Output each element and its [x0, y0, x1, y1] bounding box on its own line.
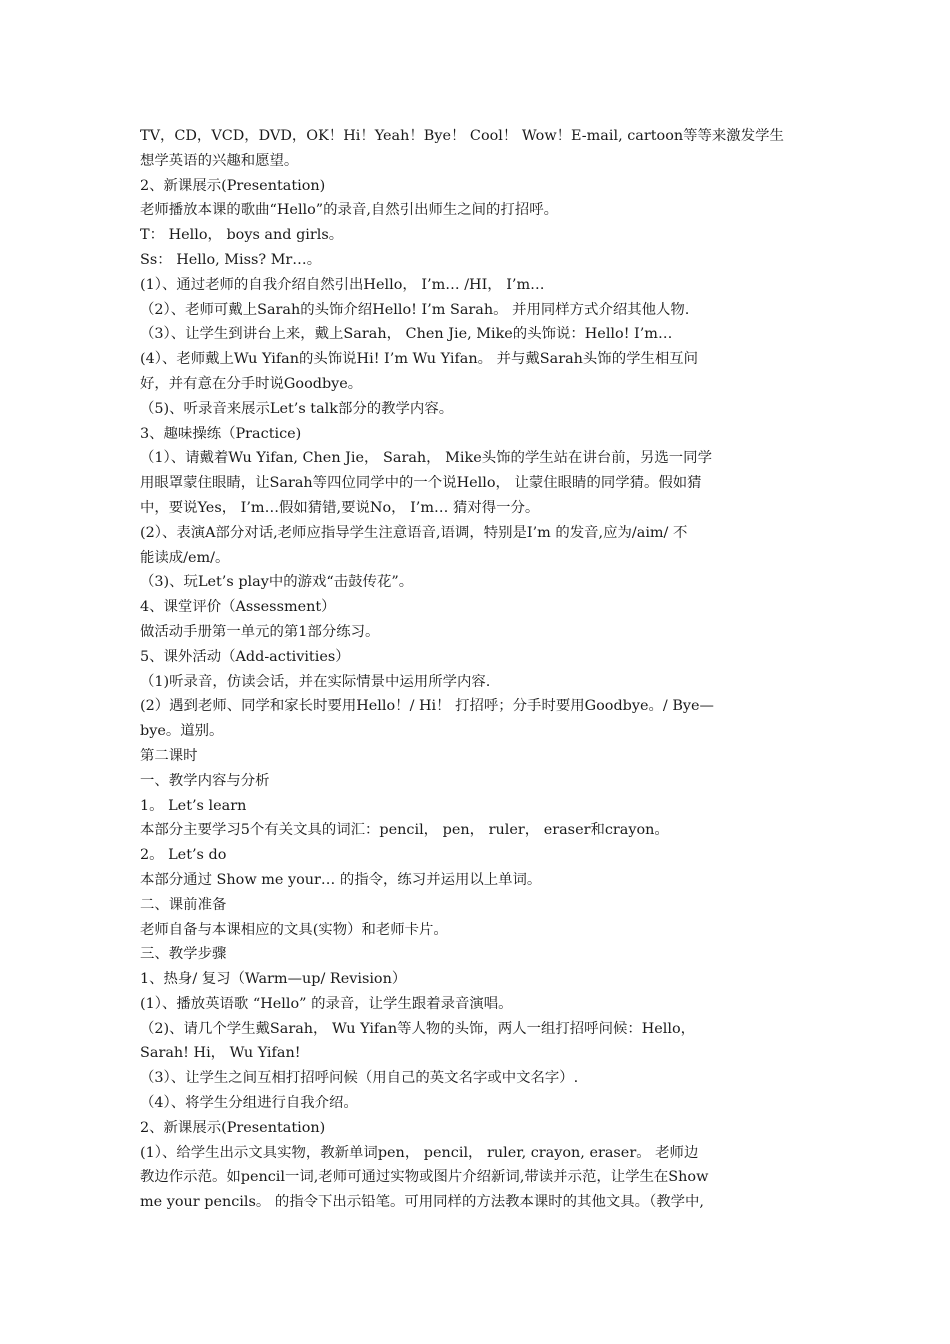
text-line-11: 好，并有意在分手时说Goodbye。: [140, 375, 363, 392]
text-line-23: （1)听录音，仿读会话，并在实际情景中运用所学内容.: [140, 673, 491, 690]
subsection-heading: 2。 Let’s do: [140, 847, 227, 864]
section-heading: 三、教学步骤: [140, 946, 227, 963]
section-heading: 4、课堂评价（Assessment）: [140, 599, 336, 616]
dialogue-line: T： Hello， boys and girls。: [140, 227, 344, 244]
text-line-1: TV，CD，VCD，DVD，OK！Hi！Yeah！Bye！ Cool！ Wow！E-mail, cartoon等等来激发学生: [140, 128, 784, 144]
text-line-29: 本部分主要学习5个有关文具的词汇：pencil， pen， ruler， eraser和crayon。: [140, 822, 669, 839]
text-line-12: （5)、听录音来展示Let’s talk部分的教学内容。: [140, 400, 454, 417]
text-line-40: （4）、将学生分组进行自我介绍。: [140, 1095, 358, 1112]
section-heading: 3、趣味操练（Practice): [140, 425, 302, 442]
document-body: [140, 124, 812, 1215]
subsection-heading: 1。 Let’s learn: [140, 797, 247, 814]
text-line-33: 老师自备与本课相应的文具(实物）和老师卡片。: [140, 921, 448, 938]
text-line-44: me your pencils。 的指令下出示铅笔。可用同样的方法教本课时的其他文具。（教学中,: [140, 1194, 704, 1211]
subsection-heading: 1、热身/ 复习（Warm—up/ Revision）: [140, 971, 407, 988]
text-line-8: （2）、老师可戴上Sarah的头饰介绍Hello! I’m Sarah。 并用同样方式介绍其他人物.: [140, 301, 690, 318]
section-heading: 5、课外活动（Add-activities）: [140, 648, 350, 665]
text-line-39: （3）、让学生之间互相打招呼问候（用自己的英文名字或中文名字）.: [140, 1070, 579, 1087]
text-line-10: (4）、老师戴上Wu Yifan的头饰说Hi! I’m Wu Yifan。 并与戴Sarah头饰的学生相互问: [140, 351, 699, 368]
text-line-14: （1）、请戴着Wu Yifan, Chen Jie， Sarah， Mike头饰的学生站在讲台前，另选一同学: [140, 450, 712, 467]
text-line-9: （3）、让学生到讲台上来，戴上Sarah， Chen Jie, Mike的头饰说：Hello! I’m…: [140, 326, 673, 343]
text-line-25: bye。道别。: [140, 723, 224, 740]
text-line-38: Sarah! Hi， Wu Yifan!: [140, 1045, 301, 1062]
section-heading: 2、新课展示(Presentation): [140, 1119, 326, 1136]
text-line-37: （2)、请几个学生戴Sarah， Wu Yifan等人物的头饰，两人一组打招呼问候：Hello，: [140, 1020, 696, 1037]
text-line-17: (2）、表演A部分对话,老师应指导学生注意语音,语调，特别是I’m 的发音,应为/aim/ 不: [140, 524, 688, 541]
section-heading: 2、新课展示(Presentation): [140, 177, 326, 194]
text-line-19: （3)、玩Let’s play中的游戏“击鼓传花”。: [140, 574, 414, 591]
text-line-24: (2）遇到老师、同学和家长时要用Hello！/ Hi！ 打招呼；分手时要用Goodbye。/ Bye—: [140, 698, 714, 715]
section-heading: 二、课前准备: [140, 896, 227, 913]
text-line-2: 想学英语的兴趣和愿望。: [140, 152, 299, 169]
text-line-43: 教边作示范。如pencil一词,老师可通过实物或图片介绍新词,带读并示范，让学生在Show: [140, 1169, 709, 1186]
text-line-36: (1）、播放英语歌 “Hello” 的录音，让学生跟着录音演唱。: [140, 995, 513, 1012]
text-line-7: (1）、通过老师的自我介绍自然引出Hello， I’m… /HI， I’m…: [140, 276, 545, 293]
text-line-21: 做活动手册第一单元的第1部分练习。: [140, 623, 380, 640]
text-line-15: 用眼罩蒙住眼睛，让Sarah等四位同学中的一个说Hello， 让蒙住眼睛的同学猜。假如猜: [140, 475, 702, 492]
text-line-16: 中，要说Yes， I’m…假如猜错,要说No， I’m… 猜对得一分。: [140, 499, 540, 516]
text-line-18: 能读成/em/。: [140, 549, 230, 566]
text-line-31: 本部分通过 Show me your… 的指令，练习并运用以上单词。: [140, 871, 542, 888]
text-line-4: 老师播放本课的歌曲“Hello”的录音,自然引出师生之间的打招呼。: [140, 202, 558, 219]
dialogue-line: Ss： Hello, Miss? Mr…。: [140, 251, 322, 268]
lesson-heading: 第二课时: [140, 747, 198, 764]
text-line-42: (1）、给学生出示文具实物，教新单词pen， pencil， ruler, crayon, eraser。 老师边: [140, 1144, 699, 1161]
section-heading: 一、教学内容与分析: [140, 772, 270, 789]
